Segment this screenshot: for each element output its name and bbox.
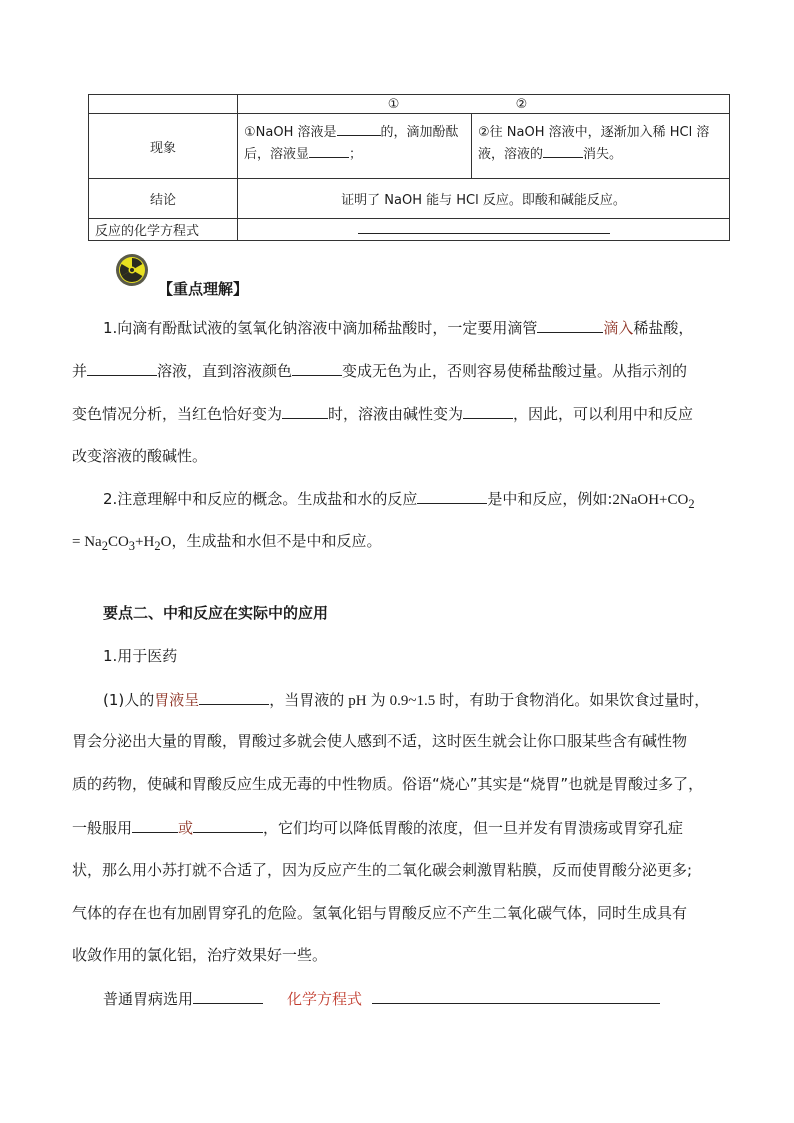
- cell1-text-c: 后，溶液显: [244, 147, 310, 162]
- blank-equation: [358, 221, 610, 234]
- s2-l1-b: ，当胃液的: [269, 691, 345, 709]
- row-label-equation: 反应的化学方程式: [89, 219, 238, 241]
- s2-l1-c: 为: [370, 691, 386, 709]
- eq2-sub3: 2: [154, 539, 161, 553]
- s2-line5: 状，那么用小苏打就不合适了，因为反应产生的二氧化碳会刺激胃粘膜，反而使胃酸分泌更多;: [72, 861, 693, 879]
- p1-l3-c: ，因此，可以利用中和反应: [513, 405, 694, 423]
- p2-l1-b: 是中和反应，例如:: [487, 490, 613, 508]
- s2-line4: [72, 817, 683, 838]
- p1-line1: [103, 317, 693, 338]
- radiation-icon: [115, 253, 149, 287]
- s2-line7: 收敛作用的氯化铝，治疗效果好一些。: [72, 946, 328, 964]
- p1-l2-a: 并: [72, 362, 88, 380]
- cell2-text-b: 液，溶液的: [478, 147, 544, 162]
- s2-line1: [103, 689, 709, 711]
- blank-color: [309, 144, 349, 158]
- s2-l1-d: 时，有助于食物消化。如果饮食过量时，: [439, 691, 710, 709]
- s2-l4-a: 一般服用: [72, 819, 133, 837]
- cell1-text-a: ①NaOH 溶液是: [244, 125, 337, 140]
- marker-1: ①: [387, 96, 400, 112]
- s2-l4-red: 或: [178, 819, 194, 837]
- s2-l1-ph: pH: [348, 693, 367, 709]
- table-header-empty: [89, 95, 238, 114]
- eq2-d: O: [160, 534, 172, 550]
- table-header-row: [89, 95, 730, 114]
- eq1-text: 2NaOH+CO: [612, 492, 689, 508]
- p1-line2: [72, 360, 687, 381]
- blank-common-drug: [193, 988, 263, 1004]
- eq2-a: = Na: [72, 534, 102, 550]
- table-row-phenomenon: [89, 114, 730, 179]
- eq2-b: CO: [107, 534, 129, 550]
- s2-line6: 气体的存在也有加剧胃穿孔的危险。氢氧化铝与胃酸反应不产生二氧化碳气体，同时生成具有: [72, 904, 688, 922]
- cell1-text-d: ；: [349, 147, 363, 162]
- p1-line3: [72, 403, 693, 424]
- blank-acidic: [199, 689, 269, 705]
- s2-line3: 质的药物，使碱和胃酸反应生成无毒的中性物质。俗语“烧心”其实是“烧胃”也就是胃酸过多了，: [72, 775, 704, 793]
- eq2-sub2: 3: [128, 539, 136, 553]
- blank-naoh-nature: [337, 122, 381, 136]
- s2-l1-red: 胃液呈: [154, 691, 200, 709]
- blank-just: [292, 360, 342, 376]
- phenomenon-cells: [238, 114, 730, 179]
- key-understanding-title: 【重点理解】: [158, 280, 249, 298]
- blank-not-all: [417, 488, 487, 504]
- blank-chem-equation: [372, 988, 660, 1004]
- eq-naoh-co2: [612, 492, 695, 511]
- p1-l3-a: 变色情况分析，当红色恰好变为: [72, 405, 283, 423]
- p1-l2-b: 溶液，直到溶液颜色: [157, 362, 293, 380]
- p1-l1-b: 稀盐酸，: [633, 319, 694, 337]
- s2-l1-a: (1)人的: [103, 691, 155, 709]
- equation-blank-cell: [238, 219, 730, 241]
- blank-drug1: [132, 817, 178, 833]
- p2-l2-text: ，生成盐和水但不是中和反应。: [171, 532, 382, 550]
- cell1-text-b: 的，滴加酚酞: [380, 125, 459, 140]
- blank-colorless: [282, 403, 328, 419]
- row-label-phenomenon: 现象: [89, 114, 238, 179]
- blank-vanish: [543, 144, 583, 158]
- p1-l2-c: 变成无色为止，否则容易使稀盐酸过量。从指示剂的: [342, 362, 688, 380]
- phenomenon-cell-2: [472, 114, 729, 178]
- s2-line2: 胃会分泌出大量的胃酸，胃酸过多就会使人感到不适，这时医生就会让你口服某些含有碱性物: [72, 732, 688, 750]
- p1-l3-b: 时，溶液由碱性变为: [328, 405, 464, 423]
- s2-l1-range: 0.9~1.5: [389, 693, 436, 709]
- conclusion-text: 证明了 NaOH 能与 HCl 反应。即酸和碱能反应。: [238, 179, 730, 219]
- table-row-conclusion: [89, 179, 730, 219]
- cell2-text-a: ②往 NaOH 溶液中，逐渐加入稀 HCl 溶: [478, 125, 710, 140]
- eq2-c: +H: [135, 534, 155, 550]
- phenomenon-cell-1: [238, 114, 472, 178]
- last-line-red: 化学方程式: [287, 990, 363, 1008]
- experiment-table: [88, 94, 730, 241]
- p2-line2: [72, 531, 381, 556]
- eq2-sub1: 2: [101, 539, 108, 553]
- s2-last-line: [103, 988, 660, 1009]
- table-row-equation: [89, 219, 730, 241]
- blank-drug2: [193, 817, 263, 833]
- blank-neutral: [463, 403, 513, 419]
- last-line-a: 普通胃病选用: [103, 990, 194, 1008]
- cell2-text-c: 消失。: [583, 147, 623, 162]
- p1-l1-red: 滴入: [603, 319, 634, 337]
- eq1-sub: 2: [688, 497, 695, 511]
- p2-l1-a: 2.注意理解中和反应的概念。生成盐和水的反应: [103, 490, 418, 508]
- blank-dropper: [537, 317, 603, 333]
- p1-l1-a: 1.向滴有酚酞试液的氢氧化钠溶液中滴加稀盐酸时，一定要用滴管: [103, 319, 538, 337]
- p1-line4: 改变溶液的酸碱性。: [72, 447, 208, 465]
- p2-line1: [103, 488, 695, 514]
- marker-2: ②: [515, 96, 528, 112]
- section2-heading: 要点二、中和反应在实际中的应用: [103, 604, 329, 622]
- eq-na2co3: [72, 534, 172, 553]
- s2-l4-b: ，它们均可以降低胃酸的浓度，但一旦并发有胃溃疡或胃穿孔症: [263, 819, 684, 837]
- row-label-conclusion: 结论: [89, 179, 238, 219]
- section2-sub1: 1.用于医药: [103, 647, 178, 665]
- table-header-markers: [238, 95, 730, 114]
- blank-stir: [87, 360, 157, 376]
